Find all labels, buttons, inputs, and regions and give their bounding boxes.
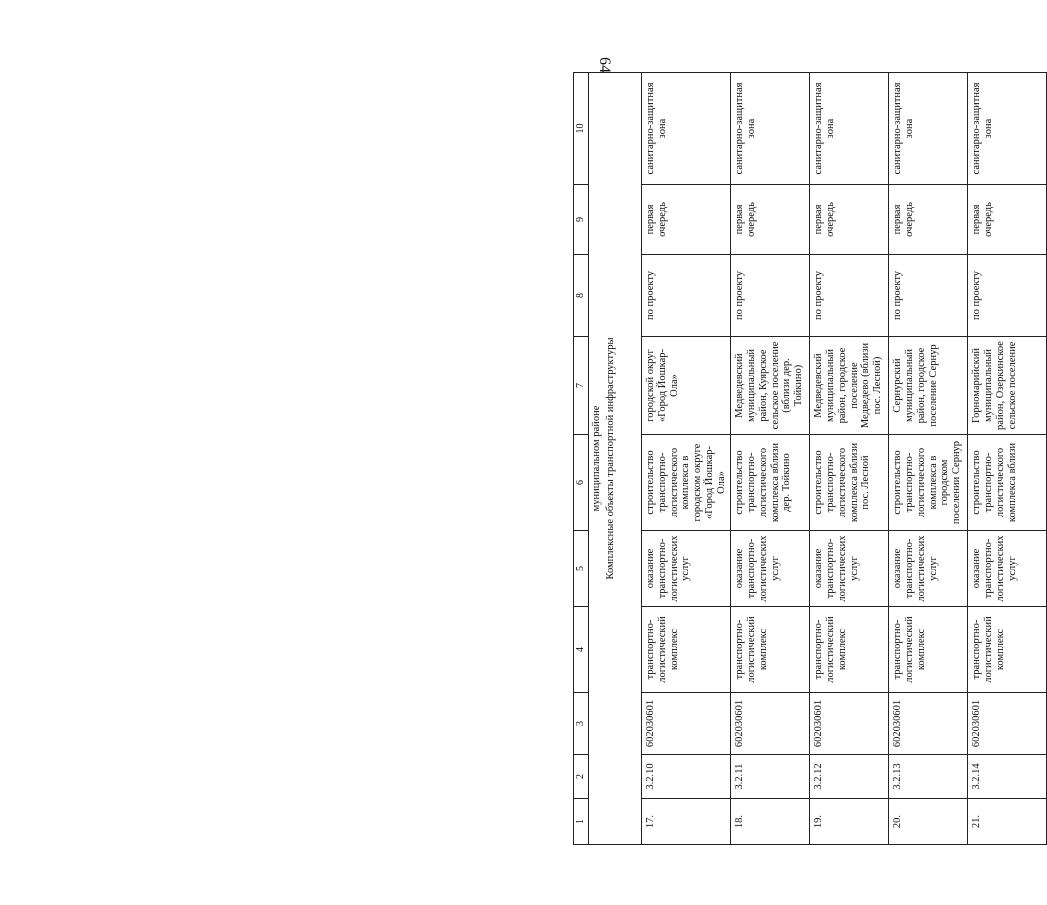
row-number: 17. — [642, 799, 731, 845]
zone-type: санитарно-защитная зона — [889, 73, 968, 185]
table-row — [642, 73, 731, 845]
column-number: 3 — [574, 693, 589, 755]
column-number: 1 — [574, 799, 589, 845]
object-capacity: по проекту — [642, 255, 731, 337]
object-location: Сернурский муниципальный район, городское поселение Сернур — [889, 337, 968, 435]
object-description: строительство транспортно-логистического комплекса в городском поселении Сернур — [889, 435, 968, 531]
object-description: строительство транспортно-логистического комплекса в городском округе «Город Йошкар-Ола» — [642, 435, 731, 531]
page-number: 64 — [596, 57, 613, 73]
zone-type: санитарно-защитная зона — [731, 73, 810, 185]
object-capacity: по проекту — [731, 255, 810, 337]
object-code: 602030601 — [731, 693, 810, 755]
item-code: 3.2.11 — [731, 755, 810, 799]
implementation-stage: первая очередь — [889, 185, 968, 255]
object-location: Медведевский муниципальный район, городское поселение Медведево (вблизи пос. Лесной) — [810, 337, 889, 435]
object-purpose: оказание транспортно-логистических услуг — [810, 531, 889, 607]
row-number: 19. — [810, 799, 889, 845]
infrastructure-table — [573, 72, 1047, 845]
table-row — [810, 73, 889, 845]
column-number: 8 — [574, 255, 589, 337]
object-purpose: оказание транспортно-логистических услуг — [642, 531, 731, 607]
implementation-stage: первая очередь — [968, 185, 1047, 255]
object-purpose: оказание транспортно-логистических услуг — [889, 531, 968, 607]
table-row — [968, 73, 1047, 845]
object-capacity: по проекту — [968, 255, 1047, 337]
object-type: транспортно-логистический комплекс — [968, 607, 1047, 693]
object-description: строительство транспортно-логистического комплекса вблизи — [968, 435, 1047, 531]
object-description: строительство транспортно-логистического комплекса вблизи дер. Тойкино — [731, 435, 810, 531]
row-number: 20. — [889, 799, 968, 845]
zone-type: санитарно-защитная зона — [642, 73, 731, 185]
object-location: Медведевский муниципальный район, Куярское сельское поселение (вблизи дер. Тойкино) — [731, 337, 810, 435]
object-type: транспортно-логистический комплекс — [889, 607, 968, 693]
object-capacity: по проекту — [889, 255, 968, 337]
object-purpose: оказание транспортно-логистических услуг — [731, 531, 810, 607]
object-purpose: оказание транспортно-логистических услуг — [968, 531, 1047, 607]
column-number: 7 — [574, 337, 589, 435]
item-code: 3.2.12 — [810, 755, 889, 799]
row-number: 21. — [968, 799, 1047, 845]
object-code: 602030601 — [810, 693, 889, 755]
section-row — [589, 73, 642, 845]
column-number: 4 — [574, 607, 589, 693]
implementation-stage: первая очередь — [810, 185, 889, 255]
column-number: 9 — [574, 185, 589, 255]
zone-type: санитарно-защитная зона — [968, 73, 1047, 185]
section-title: Комплексные объекты транспортной инфраструктуры — [604, 337, 616, 580]
column-number-row — [574, 73, 589, 845]
item-code: 3.2.10 — [642, 755, 731, 799]
implementation-stage: первая очередь — [642, 185, 731, 255]
column-number: 5 — [574, 531, 589, 607]
table-row — [889, 73, 968, 845]
section-header — [589, 73, 642, 845]
item-code: 3.2.13 — [889, 755, 968, 799]
object-code: 602030601 — [642, 693, 731, 755]
object-code: 602030601 — [968, 693, 1047, 755]
section-continuation: муниципальном районе — [591, 405, 602, 512]
object-description: строительство транспортно-логистического комплекса вблизи пос. Лесной — [810, 435, 889, 531]
zone-type: санитарно-защитная зона — [810, 73, 889, 185]
object-capacity: по проекту — [810, 255, 889, 337]
table-row — [731, 73, 810, 845]
rotated-table-container — [573, 73, 1033, 845]
item-code: 3.2.14 — [968, 755, 1047, 799]
object-type: транспортно-логистический комплекс — [642, 607, 731, 693]
column-number: 6 — [574, 435, 589, 531]
column-number: 10 — [574, 73, 589, 185]
object-location: городской округ «Город Йошкар-Ола» — [642, 337, 731, 435]
object-type: транспортно-логистический комплекс — [810, 607, 889, 693]
row-number: 18. — [731, 799, 810, 845]
object-location: Горномарийский муниципальный район, Озеркинское сельское поселение — [968, 337, 1047, 435]
column-number: 2 — [574, 755, 589, 799]
object-code: 602030601 — [889, 693, 968, 755]
implementation-stage: первая очередь — [731, 185, 810, 255]
object-type: транспортно-логистический комплекс — [731, 607, 810, 693]
